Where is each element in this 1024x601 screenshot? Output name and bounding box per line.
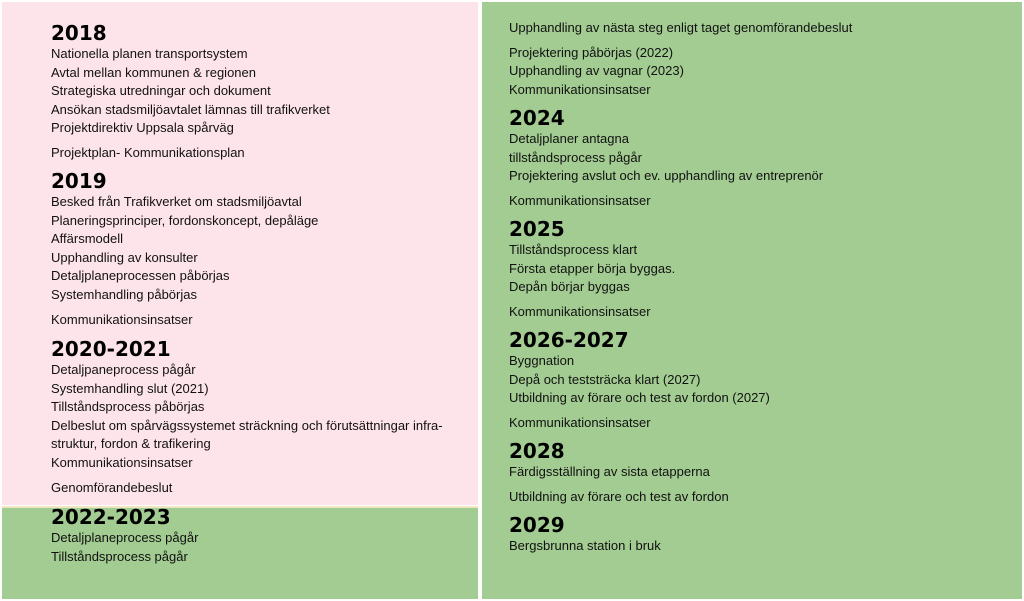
section-2020-2021 [51, 337, 443, 497]
timeline-note: Kommunikationsinsatser [509, 414, 651, 430]
timeline-item: Strategiska utredningar och dokument [51, 83, 271, 99]
timeline-item: Systemhandling påbörjas [51, 286, 197, 302]
timeline-item: Kommunikationsinsatser [509, 81, 651, 97]
timeline-item: Tillståndsprocess klart [509, 242, 638, 257]
timeline-item: Upphandling av konsulter [51, 249, 198, 265]
timeline-item: Byggnation [509, 353, 575, 368]
section-2029 [509, 513, 661, 556]
timeline-item: Ansökan stadsmiljöavtalet lämnas till trafikverket [51, 101, 330, 117]
section-2028 [509, 439, 729, 506]
year-heading: 2018 [51, 21, 107, 45]
timeline-note: Kommunikationsinsatser [51, 311, 193, 327]
year-heading: 2024 [509, 106, 565, 130]
timeline-item: Planeringsprinciper, fordonskoncept, depåläge [51, 212, 319, 228]
timeline-item: Avtal mellan kommunen & regionen [51, 64, 256, 80]
timeline-note: Utbildning av förare och test av fordon [509, 488, 729, 504]
timeline-note: Genomförandebeslut [51, 479, 173, 495]
timeline-item: Detaljpaneprocess pågår [51, 362, 196, 377]
year-heading: 2022-2023 [51, 505, 171, 529]
timeline-item: Systemhandling slut (2021) [51, 380, 209, 396]
timeline-item: Tillståndsprocess påbörjas [51, 399, 205, 415]
timeline-item: Affärsmodell [51, 231, 124, 247]
section-upphandling-intro [509, 19, 852, 99]
timeline-item: Kommunikationsinsatser [51, 454, 193, 470]
timeline-item: Bergsbrunna station i bruk [509, 538, 661, 553]
timeline-item: Första etapper börja byggas. [509, 260, 676, 276]
timeline-item: Detaljplaner antagna [509, 131, 629, 146]
timeline-item: Detaljplaneprocessen påbörjas [51, 268, 230, 284]
timeline-note: Kommunikationsinsatser [509, 303, 651, 319]
section-2018 [51, 21, 330, 163]
section-2024 [509, 106, 823, 210]
timeline-item: Besked från Trafikverket om stadsmiljöavtal [51, 194, 302, 209]
intro-text: Upphandling av nästa steg enligt taget genomförandebeslut [509, 20, 853, 35]
timeline-item: Detaljplaneprocess pågår [51, 530, 199, 545]
timeline-item: struktur, fordon & trafikering [51, 436, 211, 452]
timeline-item: Projektering påbörjas (2022) [509, 44, 674, 60]
section-2019 [51, 169, 318, 329]
timeline-item: Upphandling av vagnar (2023) [509, 63, 684, 79]
year-heading: 2026-2027 [509, 328, 629, 352]
timeline-item: Nationella planen transportsystem [51, 46, 248, 61]
timeline-note: Projektplan- Kommunikationsplan [51, 144, 245, 160]
year-heading: 2028 [509, 439, 565, 463]
timeline-item: Delbeslut om spårvägssystemet sträckning och förutsättningar infra- [51, 417, 443, 433]
section-2026-2027 [509, 328, 770, 432]
section-2025 [509, 217, 675, 321]
timeline-item: Tillståndsprocess pågår [51, 548, 188, 564]
year-heading: 2025 [509, 217, 565, 241]
year-heading: 2020-2021 [51, 337, 171, 361]
year-heading: 2029 [509, 513, 565, 537]
section-2022-2023 [51, 505, 198, 566]
timeline-item: Utbildning av förare och test av fordon (2027) [509, 390, 770, 406]
timeline-note: Kommunikationsinsatser [509, 192, 651, 208]
timeline-item: Projektering avslut och ev. upphandling av entreprenör [509, 168, 824, 184]
timeline-item: Depå och teststräcka klart (2027) [509, 371, 701, 387]
timeline-item: tillståndsprocess pågår [509, 149, 642, 165]
timeline-item: Projektdirektiv Uppsala spårväg [51, 120, 234, 136]
timeline-item: Depån börjar byggas [509, 279, 630, 295]
timeline-item: Färdigsställning av sista etapperna [509, 464, 710, 479]
year-heading: 2019 [51, 169, 107, 193]
